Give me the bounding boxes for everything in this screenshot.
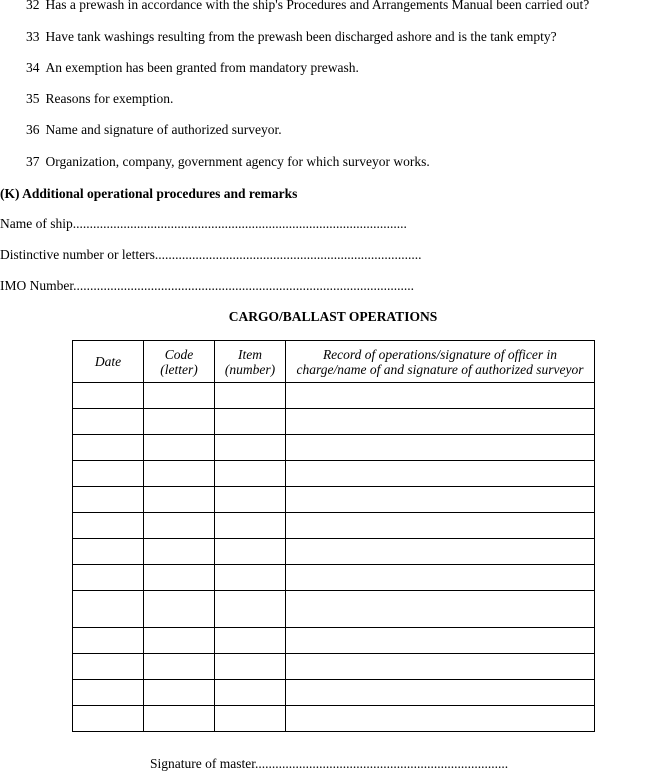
- item-cell[interactable]: [215, 487, 286, 513]
- code-cell[interactable]: [144, 383, 215, 409]
- item-number: 35: [26, 91, 40, 106]
- item-cell[interactable]: [215, 565, 286, 591]
- item-number: 33: [26, 29, 40, 44]
- date-cell[interactable]: [73, 654, 144, 680]
- record-cell[interactable]: [286, 461, 595, 487]
- item-cell[interactable]: [215, 680, 286, 706]
- code-cell[interactable]: [144, 706, 215, 732]
- record-cell[interactable]: [286, 435, 595, 461]
- date-cell[interactable]: [73, 539, 144, 565]
- item-text: Has a prewash in accordance with the ship's Procedures and Arrangements Manual been carried out?: [45, 0, 590, 12]
- item-cell[interactable]: [215, 591, 286, 628]
- item-cell[interactable]: [215, 628, 286, 654]
- code-cell[interactable]: [144, 539, 215, 565]
- item-text: Name and signature of authorized surveyor.: [45, 122, 282, 137]
- signature-of-master-field: Signature of master...........................................................................: [150, 756, 509, 771]
- header-item-line1: Item: [238, 346, 262, 362]
- record-cell[interactable]: [286, 591, 595, 628]
- item-number: 36: [26, 122, 40, 137]
- record-cell[interactable]: [286, 513, 595, 539]
- item-34: [26, 60, 359, 76]
- item-37: [26, 154, 430, 170]
- code-cell[interactable]: [144, 654, 215, 680]
- code-cell[interactable]: [144, 461, 215, 487]
- header-code-line1: Code: [164, 346, 194, 362]
- table-header-row: [73, 341, 595, 383]
- table-row: [73, 539, 595, 565]
- table-row: [73, 591, 595, 628]
- table-row: [73, 706, 595, 732]
- item-text: Have tank washings resulting from the prewash been discharged ashore and is the tank empty?: [45, 29, 557, 44]
- date-cell[interactable]: [73, 513, 144, 539]
- table-row: [73, 435, 595, 461]
- item-cell[interactable]: [215, 435, 286, 461]
- header-date-label: Date: [94, 354, 122, 369]
- item-text: Organization, company, government agency for which surveyor works.: [45, 154, 430, 169]
- item-cell[interactable]: [215, 539, 286, 565]
- cargo-ballast-operations-table: [72, 340, 595, 732]
- table-row: [73, 461, 595, 487]
- header-code: [144, 341, 215, 383]
- table-row: [73, 409, 595, 435]
- header-item: [215, 341, 286, 383]
- record-cell[interactable]: [286, 680, 595, 706]
- header-item-line2: (number): [224, 361, 276, 377]
- date-cell[interactable]: [73, 628, 144, 654]
- distinctive-number-field: Distinctive number or letters...............................................................................: [0, 247, 422, 262]
- item-number: 37: [26, 154, 40, 169]
- code-cell[interactable]: [144, 680, 215, 706]
- code-cell[interactable]: [144, 409, 215, 435]
- ship-name-field: Name of ship...................................................................................................: [0, 216, 407, 231]
- item-cell[interactable]: [215, 513, 286, 539]
- table-row: [73, 565, 595, 591]
- record-cell[interactable]: [286, 487, 595, 513]
- record-cell[interactable]: [286, 654, 595, 680]
- record-cell[interactable]: [286, 409, 595, 435]
- date-cell[interactable]: [73, 706, 144, 732]
- item-number: 32: [26, 0, 40, 12]
- record-cell[interactable]: [286, 706, 595, 732]
- date-cell[interactable]: [73, 383, 144, 409]
- record-cell[interactable]: [286, 539, 595, 565]
- code-cell[interactable]: [144, 565, 215, 591]
- header-record-line1: Record of operations/signature of officer in: [322, 346, 558, 362]
- code-cell[interactable]: [144, 591, 215, 628]
- item-cell[interactable]: [215, 706, 286, 732]
- item-number: 34: [26, 60, 40, 75]
- item-cell[interactable]: [215, 409, 286, 435]
- date-cell[interactable]: [73, 565, 144, 591]
- table-row: [73, 487, 595, 513]
- item-cell[interactable]: [215, 383, 286, 409]
- table-row: [73, 654, 595, 680]
- item-36: [26, 122, 282, 138]
- imo-number-field: IMO Number.....................................................................................................: [0, 278, 414, 293]
- code-cell[interactable]: [144, 513, 215, 539]
- table-row: [73, 513, 595, 539]
- record-cell[interactable]: [286, 383, 595, 409]
- table-row: [73, 680, 595, 706]
- code-cell[interactable]: [144, 487, 215, 513]
- item-33: [26, 29, 557, 45]
- item-cell[interactable]: [215, 461, 286, 487]
- date-cell[interactable]: [73, 435, 144, 461]
- table-row: [73, 628, 595, 654]
- header-date: [73, 341, 144, 383]
- record-cell[interactable]: [286, 565, 595, 591]
- item-35: [26, 91, 173, 107]
- date-cell[interactable]: [73, 409, 144, 435]
- table-row: [73, 383, 595, 409]
- item-cell[interactable]: [215, 654, 286, 680]
- code-cell[interactable]: [144, 435, 215, 461]
- date-cell[interactable]: [73, 591, 144, 628]
- table-title: CARGO/BALLAST OPERATIONS: [228, 309, 438, 324]
- item-text: An exemption has been granted from mandatory prewash.: [45, 60, 359, 75]
- date-cell[interactable]: [73, 487, 144, 513]
- code-cell[interactable]: [144, 628, 215, 654]
- record-cell[interactable]: [286, 628, 595, 654]
- section-k-heading: (K) Additional operational procedures and remarks: [0, 186, 298, 201]
- item-32: [26, 0, 589, 13]
- date-cell[interactable]: [73, 461, 144, 487]
- header-code-line2: (letter): [160, 361, 198, 377]
- date-cell[interactable]: [73, 680, 144, 706]
- item-text: Reasons for exemption.: [45, 91, 174, 106]
- header-record: [286, 341, 595, 383]
- header-record-line2: charge/name of and signature of authorized surveyor: [296, 361, 584, 377]
